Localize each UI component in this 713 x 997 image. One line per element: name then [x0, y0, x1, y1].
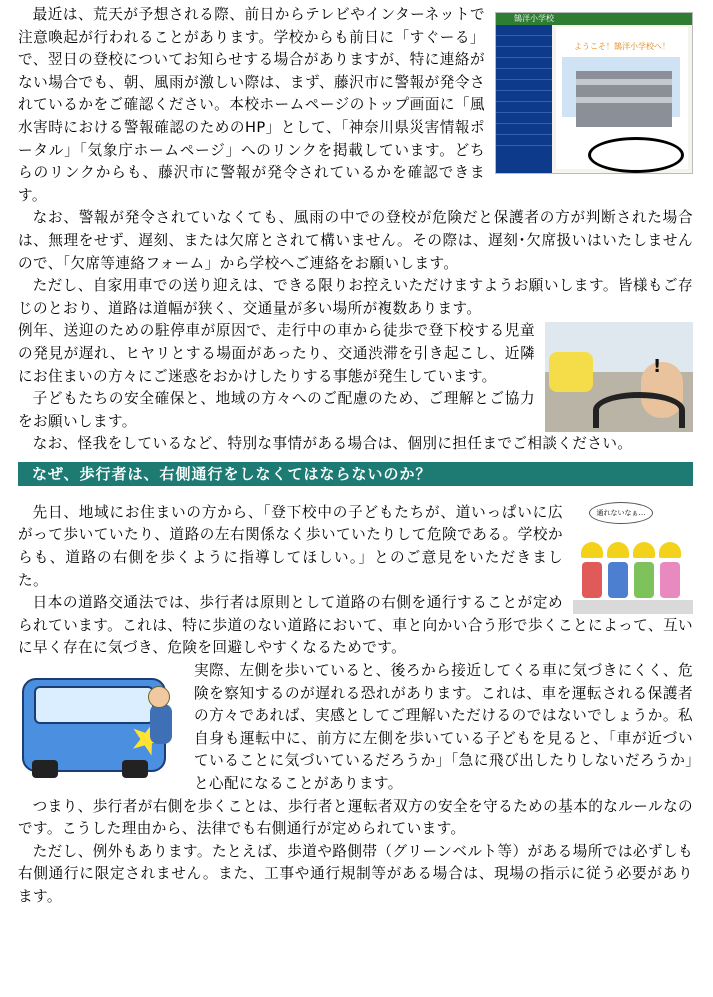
highlight-oval	[588, 137, 684, 173]
website-header: 鵠洋小学校	[496, 13, 692, 25]
intro-paragraph-5: なお、怪我をしているなど、特別な事情がある場合は、個別に担任までご相談ください。	[32, 435, 633, 453]
intro-paragraph-1: 最近は、荒天が予想される際、前日からテレビやインターネットで注意喚起が行われることがあります。学校からも前日に「すぐーる」で、翌日の登校についてお知らせする場合がありますが、特に連絡がない場合でも、朝、風雨が激しい際は、まず、藤沢市に警報が発令されているかをご確認ください。本校ホームページのトップ画面に「風水害時における警報確認のためのHP」として、「神奈川県災害情報ポータル」「気象庁ホームページ」へのリンクを掲載しています。どちらのリンクからも、藤沢市に警報が発令されているかを確認できます。	[18, 6, 485, 204]
section2-paragraph-2b: 実際、左側を歩いていると、後ろから接近してくる車に気づきにくく、危険を察知するのが遅れる恐れがあります。これは、車を運転される保護者の方々であれば、実感としてご理解いただけるのではないでしょうか。私自身も運転中に、前方に左側を歩いている子どもを見ると、「車が近づいていることに気づいているだろうか」「急に飛び出したりしないだろうか」と心配になることがあります。	[194, 662, 693, 792]
school-website-screenshot	[495, 4, 693, 174]
website-nav	[496, 25, 552, 173]
school-building-photo	[576, 71, 672, 127]
section2-paragraph-1: 先日、地域にお住まいの方から、「登下校中の子どもたちが、道いっぱいに広がって歩いていたり、道路の左右関係なく歩いていたりして危険である。学校からも、道路の右側を歩くように指導してほしい。」とのご意見をいただきました。	[18, 503, 563, 589]
intro-paragraph-2: なお、警報が発令されていなくても、風雨の中での登校が危険だと保護者の方が判断された場合は、無理をせず、遅刻、または欠席とされて構いません。その際は、遅刻･欠席扱いはいたしませんので、「欠席等連絡フォーム」から学校へご連絡をお願いします。	[18, 209, 694, 272]
newsletter-page	[18, 4, 693, 909]
intro-paragraph-3a: ただし、自家用車での送り迎えは、できる限りお控えいただけますようお願いします。皆様もご存じのとおり、道路は道幅が狭く、交通量が多い場所が複数あります。	[18, 277, 693, 317]
website-welcome: ようこそ！鵠洋小学校へ！	[574, 42, 670, 51]
section2-paragraph-2a: 日本の道路交通法では、歩行者は原則として道路の右側を通行することが定められています。これは、特に歩道のない道路において、車と向かい合う形で歩くことによって、互いに早く存在に気づき、危険を回避しやすくなるためです。	[18, 594, 693, 657]
intro-paragraph-3b: 例年、送迎のための駐停車が原因で、走行中の車から徒歩で登下校する児童の発見が遅れ、ヒヤリとする場面があったり、交通渋滞を引き起こし、近隣にお住まいの方々にご迷惑をおかけしたりする事態が発生しています。	[18, 322, 535, 385]
children-illustration	[573, 502, 693, 614]
section2-paragraph-3: つまり、歩行者が右側を歩くことは、歩行者と運転者双方の安全を守るための基本的なルールなのです。こうした理由から、法律でも右側通行が定められています。	[18, 797, 693, 838]
intro-paragraph-4: 子どもたちの安全確保と、地域の方々へのご配慮のため、ご理解とご協力をお願いします。	[18, 390, 535, 430]
section-banner: なぜ、歩行者は、右側通行をしなくてはならないのか？	[18, 462, 693, 486]
kids-speech-bubble: 通れないなぁ…	[589, 502, 653, 524]
section2-paragraph-4: ただし、例外もあります。たとえば、歩道や路側帯（グリーンベルト等）がある場所では必ずしも右側通行に限定されません。また、工事や通行規制等がある場合は、現場の指示に従う必要があります。	[18, 842, 693, 905]
car-road-illustration: !	[545, 320, 693, 432]
car-child-illustration	[18, 660, 184, 782]
